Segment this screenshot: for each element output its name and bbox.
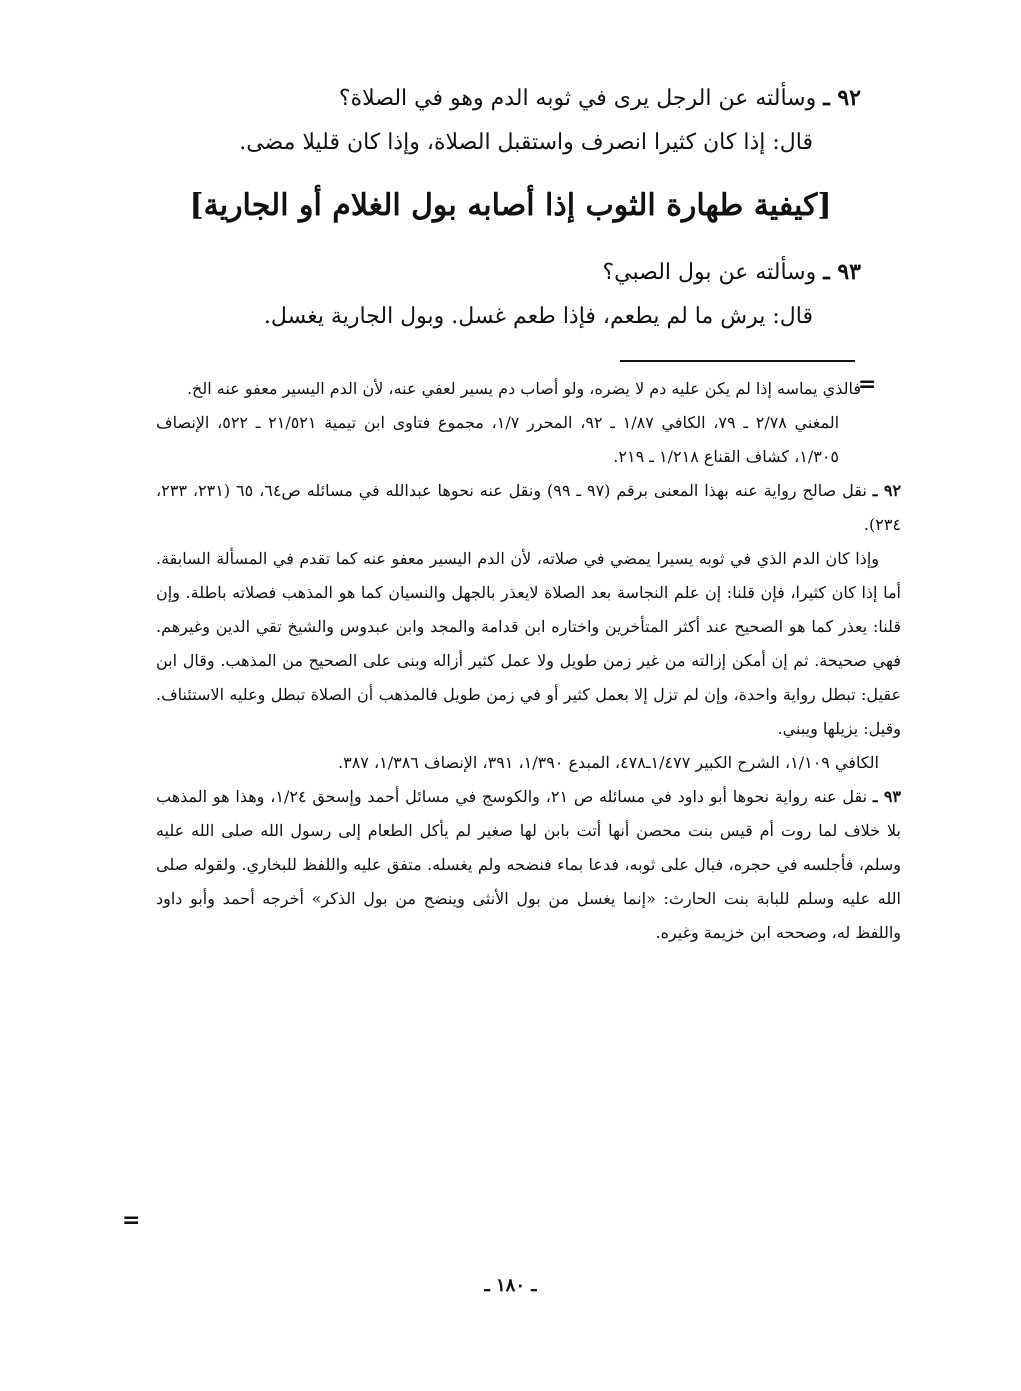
footnote-92-number: ٩٢ ـ <box>872 481 902 500</box>
continuation-mark-top: = <box>858 372 877 397</box>
answer-93: قال: يرش ما لم يطعم، فإذا طعم غسل. وبول الجارية يغسل. <box>263 304 813 329</box>
footnote-92-body: وإذا كان الدم الذي في ثوبه يسيرا يمضي في صلاته، لأن الدم اليسير معفو عنه كما تقدم في المسألة السابقة. أما إذا كان كثيرا، فإن قلنا: إن علم النجاسة بعد الصلاة لايعذر بالجهل والنسيان كما هو المذهب فصلاته باطلة. وإن قلنا: يعذر كما هو الصحيح عند أكثر المتأخرين واختاره ابن قدامة والمجد وابن عبدوس والشيخ تقي الدين وغيرهم. فهي صحيحة. ثم إن أمكن إزالته من غير زمن طويل ولا عمل كثير أزاله وبنى على الصحيح من المذهب. وقال ابن عقيل: تبطل رواية واحدة، وإن لم تزل إلا بعمل كثير أو في زمن طويل فالمذهب أن الصلاة تبطل وعليه الاستئناف. وقيل: يزيلها ويبني. <box>156 549 902 738</box>
section-heading: [كيفية طهارة الثوب إذا أصابه بول الغلام أو الجارية] <box>189 188 832 223</box>
footnote-continuation-refs: المغني ٢/٧٨ ـ ٧٩، الكافي ١/٨٧ ـ ٩٢، المحرر ١/٧، مجموع فتاوى ابن تيمية ٢١/٥٢١ ـ ٥٢٢، الإنصاف ١/٣٠٥، كشاف القناع ١/٢١٨ ـ ٢١٩. <box>156 413 840 466</box>
question-92-number: ٩٢ ـ <box>823 85 861 111</box>
footnote-93-number: ٩٣ ـ <box>872 787 901 806</box>
question-93-text: وسألته عن بول الصبي؟ <box>602 260 817 285</box>
footnote-separator <box>620 360 855 362</box>
question-93-line <box>161 250 861 295</box>
footnote-continuation-text: فالذي يماسه إذا لم يكن عليه دم لا يضره، ولو أصاب دم يسير لعفي عنه، لأن الدم اليسير معفو عنه الخ. <box>186 379 861 398</box>
page-number: ـ ١٨٠ ـ <box>484 1275 537 1296</box>
footnote-92-text: نقل صالح رواية عنه بهذا المعنى برقم (٩٧ ـ ٩٩) ونقل عنه نحوها عبدالله في مسائله ص٦٤، ٦٥ (٢٣١، ٢٣٣، ٢٣٤). <box>156 481 901 534</box>
question-93 <box>161 250 861 339</box>
question-92-line <box>161 76 861 121</box>
question-92 <box>161 76 861 165</box>
footnote-93 <box>156 780 901 950</box>
continuation-mark-bottom: = <box>122 1208 141 1233</box>
question-93-number: ٩٣ ـ <box>823 259 861 285</box>
footnote-92 <box>156 474 901 542</box>
answer-92: قال: إذا كان كثيرا انصرف واستقبل الصلاة، وإذا كان قليلا مضى. <box>239 130 813 155</box>
question-92-text: وسألته عن الرجل يرى في ثوبه الدم وهو في الصلاة؟ <box>338 86 817 111</box>
footnotes <box>156 372 902 950</box>
footnote-93-text: نقل عنه رواية نحوها أبو داود في مسائله ص ٢١، والكوسج في مسائل أحمد وإسحق ١/٢٤، وهذا هو المذهب بلا خلاف لما روت أم قيس بنت محصن أنها أتت بابن لها صغير لم يأكل الطعام إلى رسول الله صلى الله عليه وسلم، فأجلسه في حجره، فبال على ثوبه، فدعا بماء فنضحه ولم يغسله. متفق عليه واللفظ للبخاري. ولقوله صلى الله عليه وسلم للبابة بنت الحارث: «إنما يغسل من بول الأنثى وينضح من بول الذكر» أخرجه أحمد وأبو داود واللفظ له، وصححه ابن خزيمة وغيره. <box>156 787 902 942</box>
footnote-92-refs: الكافي ١/١٠٩، الشرح الكبير ١/٤٧٧ـ٤٧٨، المبدع ١/٣٩٠، ٣٩١، الإنصاف ١/٣٨٦، ٣٨٧. <box>338 753 879 772</box>
